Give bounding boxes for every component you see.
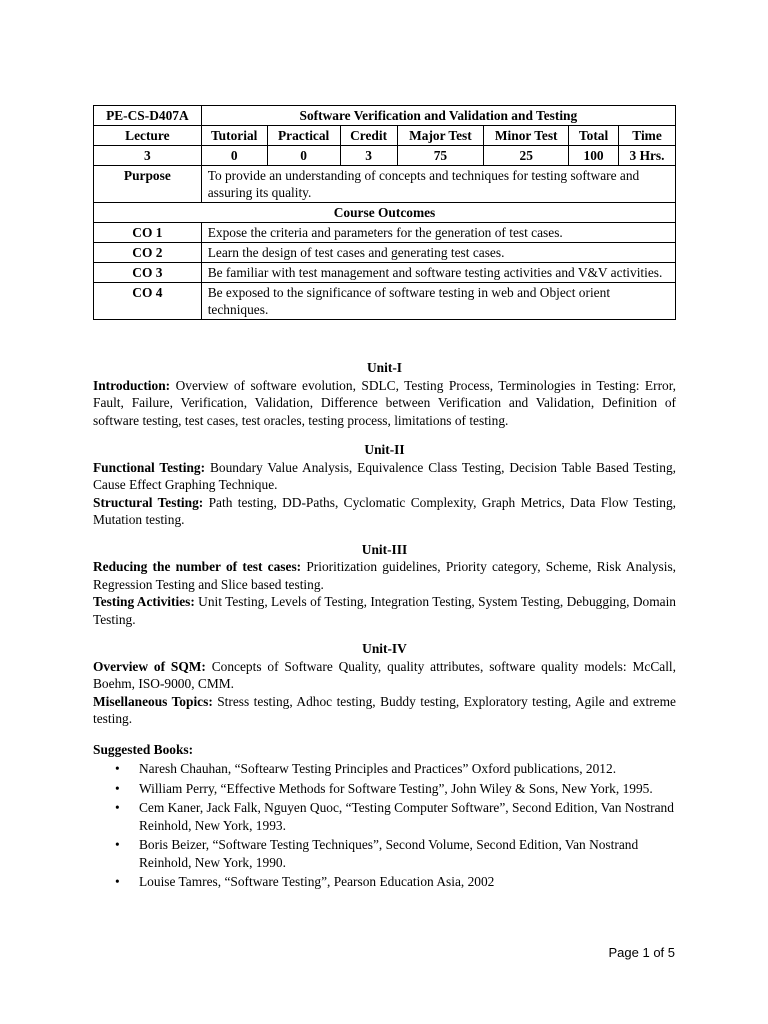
header-cell: Credit: [340, 126, 397, 146]
unit-paragraph: [93, 658, 676, 693]
topic-label: Structural Testing:: [93, 494, 204, 510]
value-cell: 0: [267, 146, 340, 166]
unit-paragraph: [93, 593, 676, 628]
outcome-id: CO 2: [94, 243, 202, 263]
topic-label: Misellaneous Topics:: [93, 693, 213, 709]
books-heading: Suggested Books:: [93, 741, 194, 757]
course-table: [93, 105, 676, 320]
outcome-text: Learn the design of test cases and generating test cases.: [201, 243, 675, 263]
unit-heading: Unit-III: [361, 541, 408, 557]
purpose-label: Purpose: [94, 166, 202, 203]
purpose-row: [94, 166, 676, 203]
values-row: [94, 146, 676, 166]
book-item: [93, 799, 676, 834]
value-cell: 0: [201, 146, 267, 166]
syllabus-content: [93, 359, 676, 893]
title-row: [94, 106, 676, 126]
header-cell: Minor Test: [484, 126, 569, 146]
header-cell: Practical: [267, 126, 340, 146]
header-cell: Total: [569, 126, 619, 146]
topic-text: Stress testing, Adhoc testing, Buddy testing, Exploratory testing, Agile and extreme testing.: [93, 693, 676, 726]
outcome-text: Be exposed to the significance of software testing in web and Object orient techniques.: [201, 283, 675, 320]
value-cell: 75: [397, 146, 484, 166]
topic-label: Testing Activities:: [93, 594, 195, 609]
unit-paragraph: [93, 693, 676, 728]
outcome-row: [94, 283, 676, 320]
topic-text: Overview of software evolution, SDLC, Testing Process, Terminologies in Testing: Error, Fault, Failure, Verification, Validation, Difference between Verification and Validation, Definition of software testing, test cases, test oracles, testing process, limitations of testing.: [93, 377, 676, 428]
outcome-text: Expose the criteria and parameters for the generation of test cases.: [201, 223, 675, 243]
page-number: Page 1 of 5: [608, 945, 675, 960]
header-cell: Tutorial: [201, 126, 267, 146]
unit-heading: Unit-II: [364, 442, 405, 457]
unit-paragraph: [93, 494, 676, 529]
unit-paragraph: [93, 377, 676, 430]
books-list: [93, 760, 676, 891]
topic-label: Overview of SQM:: [93, 658, 206, 674]
outcomes-heading-row: [94, 203, 676, 223]
unit-heading: Unit-IV: [362, 641, 407, 656]
bullet-icon: •: [115, 800, 120, 815]
bullet-icon: •: [115, 837, 120, 852]
header-row: [94, 126, 676, 146]
book-text: Louise Tamres, “Software Testing”, Pearson Education Asia, 2002: [139, 874, 495, 889]
value-cell: 100: [569, 146, 619, 166]
outcome-id: CO 3: [94, 263, 202, 283]
topic-label: Reducing the number of test cases:: [93, 559, 302, 574]
bullet-icon: •: [115, 761, 120, 776]
book-text: Naresh Chauhan, “Softearw Testing Principles and Practices” Oxford publications, 2012.: [139, 761, 617, 776]
book-text: William Perry, “Effective Methods for Software Testing”, John Wiley & Sons, New York, 1995.: [139, 780, 653, 796]
outcome-row: [94, 243, 676, 263]
outcome-row: [94, 223, 676, 243]
topic-text: Prioritization guidelines, Priority category, Scheme, Risk Analysis, Regression Testing and Slice based testing.: [93, 559, 677, 592]
course-code: PE-CS-D407A: [94, 106, 202, 126]
value-cell: 3 Hrs.: [619, 146, 676, 166]
topic-text: Concepts of Software Quality, quality attributes, software quality models: McCall, Boehm, ISO-9000, CMM.: [93, 658, 676, 691]
outcomes-heading: Course Outcomes: [94, 203, 676, 223]
unit-paragraph: [93, 558, 676, 593]
value-cell: 3: [94, 146, 202, 166]
topic-text: Unit Testing, Levels of Testing, Integration Testing, System Testing, Debugging, Domain Testing.: [93, 594, 676, 627]
unit-paragraph: [93, 459, 676, 494]
book-text: Boris Beizer, “Software Testing Techniques”, Second Volume, Second Edition, Van Nostrand Reinhold, New York, 1990.: [139, 837, 639, 870]
topic-label: Functional Testing:: [93, 459, 206, 475]
topic-text: Path testing, DD-Paths, Cyclomatic Complexity, Graph Metrics, Data Flow Testing, Mutation testing.: [93, 494, 676, 527]
header-cell: Lecture: [94, 126, 202, 146]
unit-heading: Unit-I: [367, 360, 402, 375]
topic-text: Boundary Value Analysis, Equivalence Class Testing, Decision Table Based Testing, Cause Effect Graphing Technique.: [93, 459, 677, 492]
purpose-text: To provide an understanding of concepts and techniques for testing software and assuring its quality.: [201, 166, 675, 203]
header-cell: Major Test: [397, 126, 484, 146]
outcome-row: [94, 263, 676, 283]
header-cell: Time: [619, 126, 676, 146]
book-item: [93, 760, 676, 778]
outcome-text: Be familiar with test management and software testing activities and V&V activities.: [201, 263, 675, 283]
bullet-icon: •: [115, 780, 120, 796]
value-cell: 3: [340, 146, 397, 166]
outcome-id: CO 4: [94, 283, 202, 320]
value-cell: 25: [484, 146, 569, 166]
topic-label: Introduction:: [93, 377, 171, 393]
course-title: Software Verification and Validation and Testing: [201, 106, 675, 126]
book-item: [93, 780, 676, 798]
book-item: [93, 873, 676, 891]
book-text: Cem Kaner, Jack Falk, Nguyen Quoc, “Testing Computer Software”, Second Edition, Van Nostrand Reinhold, New York, 1993.: [139, 800, 674, 833]
book-item: [93, 836, 676, 871]
outcome-id: CO 1: [94, 223, 202, 243]
bullet-icon: •: [115, 874, 120, 889]
